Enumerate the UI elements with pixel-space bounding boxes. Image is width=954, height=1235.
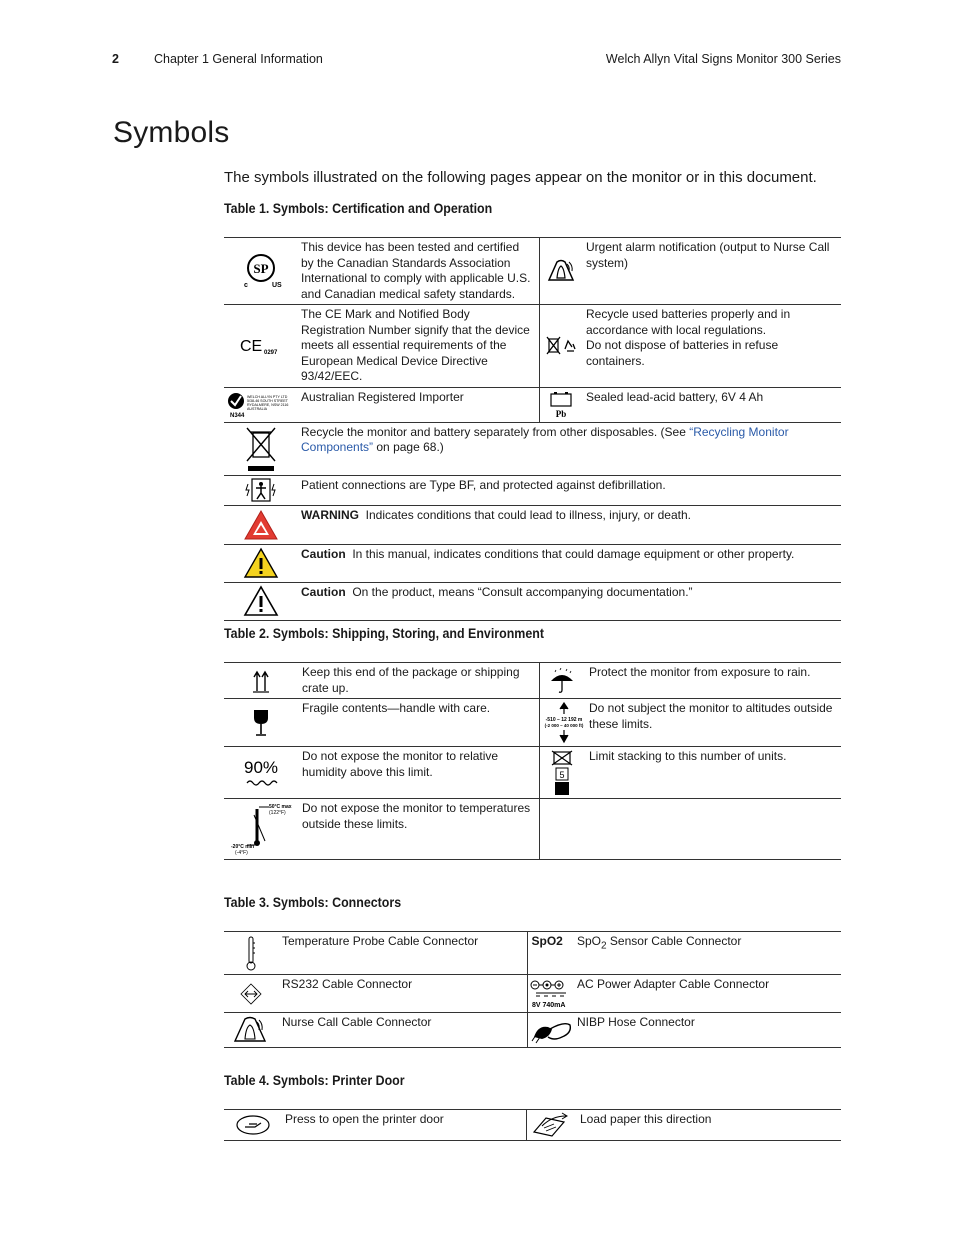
- running-product: Welch Allyn Vital Signs Monitor 300 Series: [605, 52, 841, 66]
- table3: [224, 931, 841, 1048]
- table2: [224, 662, 841, 860]
- page-title: Symbols: [113, 116, 230, 149]
- table-row: [224, 747, 841, 799]
- spo2-text: SpO: [577, 934, 602, 948]
- caution-manual-description: [297, 544, 841, 582]
- table-row: [224, 505, 841, 544]
- caution-label: Caution: [301, 546, 346, 561]
- temp-max-f-label: (122°F): [269, 810, 286, 816]
- fragile-description: Fragile contents—handle with care.: [298, 699, 539, 747]
- caution-product-description: [297, 582, 841, 620]
- load-paper-icon: [526, 1110, 576, 1141]
- svg-text:c: c: [243, 282, 248, 289]
- temp-min-label: -20°C min: [231, 844, 255, 850]
- rain-description: Protect the monitor from exposure to rain.: [585, 663, 841, 699]
- australian-importer-code: N344: [230, 412, 245, 419]
- table1-caption: Table 1. Symbols: Certification and Operation: [224, 201, 493, 216]
- recycling-link[interactable]: “Recycling Monitor Components”: [301, 424, 789, 454]
- svg-text:RYDALMERE, NSW 2116: RYDALMERE, NSW 2116: [247, 402, 289, 407]
- svg-text:AUSTRALIA: AUSTRALIA: [247, 406, 267, 411]
- alarm-description: Urgent alarm notification (output to Nurse Call system): [582, 238, 841, 305]
- ac-label: 8V 740mA: [531, 1001, 565, 1009]
- caution-icon: [224, 582, 297, 620]
- warning-label: WARNING: [301, 507, 359, 522]
- caution-text: On the product, means “Consult accompanying documentation.”: [352, 584, 693, 599]
- table-row: [224, 663, 841, 699]
- altitude-label-1: -510 – 12 192 m: [545, 716, 582, 723]
- svg-text:WELCH ALLYN PTY LTD: WELCH ALLYN PTY LTD: [247, 394, 288, 399]
- humidity-label: 90%: [243, 757, 279, 777]
- weee-text: Recycle the monitor and battery separately from other disposables. (See: [301, 424, 690, 439]
- table2-caption: Table 2. Symbols: Shipping, Storing, and Environment: [224, 626, 544, 641]
- spo2-label: SpO2: [531, 934, 563, 948]
- nibp-description: NIBP Hose Connector: [573, 1013, 841, 1048]
- table-row: [224, 1013, 841, 1048]
- table4: [224, 1109, 841, 1141]
- ac-power-icon: [527, 975, 573, 1013]
- ac-power-description: AC Power Adapter Cable Connector: [573, 975, 841, 1013]
- press-printer-door-description: Press to open the printer door: [281, 1110, 526, 1141]
- intro-paragraph: The symbols illustrated on the following pages appear on the monitor or in this document.: [224, 169, 817, 186]
- weee-bin-icon: [224, 422, 297, 475]
- altitude-label-2: (-2 000 – 40 000 ft): [544, 722, 583, 728]
- stacking-limit-icon: [539, 747, 585, 799]
- stacking-description: Limit stacking to this number of units.: [585, 747, 841, 799]
- table-row: [224, 699, 841, 747]
- nurse-call-icon: [224, 1013, 278, 1048]
- table-row: [224, 544, 841, 582]
- umbrella-icon: [539, 663, 585, 699]
- thermometer-icon: [224, 932, 278, 975]
- spo2-description: [573, 932, 841, 975]
- temp-min-f-label: (-4°F): [235, 850, 248, 856]
- humidity-icon: [224, 747, 298, 799]
- page-number: 2: [112, 52, 119, 66]
- warning-description: [297, 505, 841, 544]
- recycle-battery-description: [582, 305, 841, 388]
- altitude-description: Do not subject the monitor to altitudes outside these limits.: [585, 699, 841, 747]
- spo2-icon: [527, 932, 573, 975]
- stack-number: 5: [559, 769, 565, 780]
- svg-text:CE: CE: [239, 337, 262, 355]
- defib-bf-icon: [224, 475, 297, 505]
- temperature-limit-icon: [224, 799, 298, 860]
- table4-caption: Table 4. Symbols: Printer Door: [224, 1073, 405, 1088]
- table-row: [224, 582, 841, 620]
- australian-importer-description: Australian Registered Importer: [297, 387, 539, 422]
- recycle-battery-line-1: Recycle used batteries properly and in accordance with local regulations.: [586, 307, 791, 337]
- spo2-subscript: 2: [601, 940, 607, 952]
- caution-label: Caution: [301, 584, 346, 599]
- empty-cell: [539, 799, 585, 860]
- recycle-battery-line-2: Do not dispose of batteries in refuse containers.: [586, 338, 779, 368]
- nibp-hose-icon: [527, 1013, 573, 1048]
- temp-max-label: 50°C max: [269, 804, 292, 810]
- battery-icon: [539, 387, 582, 422]
- warning-text: Indicates conditions that could lead to illness, injury, or death.: [365, 507, 691, 522]
- table-row: [224, 422, 841, 475]
- table1: [224, 237, 841, 621]
- nurse-call-description: Nurse Call Cable Connector: [278, 1013, 527, 1048]
- ce-mark-icon: [224, 305, 297, 388]
- spo2-text-end: Sensor Cable Connector: [606, 934, 742, 948]
- battery-label: Pb: [555, 408, 567, 419]
- svg-text:US: US: [271, 282, 282, 289]
- csa-description: This device has been tested and certified by the Canadian Standards Association International to comply with applicable U.S. and Canadian medical safety standards.: [297, 238, 539, 305]
- ce-description: The CE Mark and Notified Body Registration Number signify that the device meets all essential requirements of the European Medical Device Directive 93/42/EEC.: [297, 305, 539, 388]
- recycle-battery-icon: [539, 305, 582, 388]
- this-way-up-description: Keep this end of the package or shipping crate up.: [298, 663, 539, 699]
- altitude-icon: [539, 699, 585, 747]
- ce-number: 0297: [263, 349, 277, 356]
- press-printer-door-icon: [224, 1110, 281, 1141]
- temperature-description: Do not expose the monitor to temperatures outside these limits.: [298, 799, 539, 860]
- fragile-glass-icon: [224, 699, 298, 747]
- table-row: [224, 475, 841, 505]
- caution-text: In this manual, indicates conditions that could damage equipment or other property.: [352, 546, 795, 561]
- caution-yellow-icon: [224, 544, 297, 582]
- rs232-icon: [224, 975, 278, 1013]
- table-row: [224, 305, 841, 388]
- table3-caption: Table 3. Symbols: Connectors: [224, 895, 402, 910]
- svg-text:SP: SP: [252, 261, 269, 276]
- warning-icon: [224, 505, 297, 544]
- this-way-up-icon: [224, 663, 298, 699]
- rs232-description: RS232 Cable Connector: [278, 975, 527, 1013]
- humidity-description: Do not expose the monitor to relative humidity above this limit.: [298, 747, 539, 799]
- australian-importer-icon: [224, 387, 297, 422]
- table-row: [224, 975, 841, 1013]
- table-row: [224, 1110, 841, 1141]
- load-paper-description: Load paper this direction: [576, 1110, 841, 1141]
- svg-text:5/38-46 SOUTH STREET: 5/38-46 SOUTH STREET: [247, 398, 288, 403]
- defib-description: Patient connections are Type BF, and protected against defibrillation.: [297, 475, 841, 505]
- battery-description: Sealed lead-acid battery, 6V 4 Ah: [582, 387, 841, 422]
- empty-cell: [585, 799, 841, 860]
- table-row: [224, 238, 841, 305]
- csa-icon: [224, 238, 297, 305]
- temp-probe-description: Temperature Probe Cable Connector: [278, 932, 527, 975]
- table-row: [224, 387, 841, 422]
- weee-description: [297, 422, 841, 475]
- table-row: [224, 932, 841, 975]
- table-row: [224, 799, 841, 860]
- alarm-bell-icon: [539, 238, 582, 305]
- running-chapter: Chapter 1 General Information: [154, 52, 323, 66]
- weee-text-end: on page 68.): [373, 440, 444, 454]
